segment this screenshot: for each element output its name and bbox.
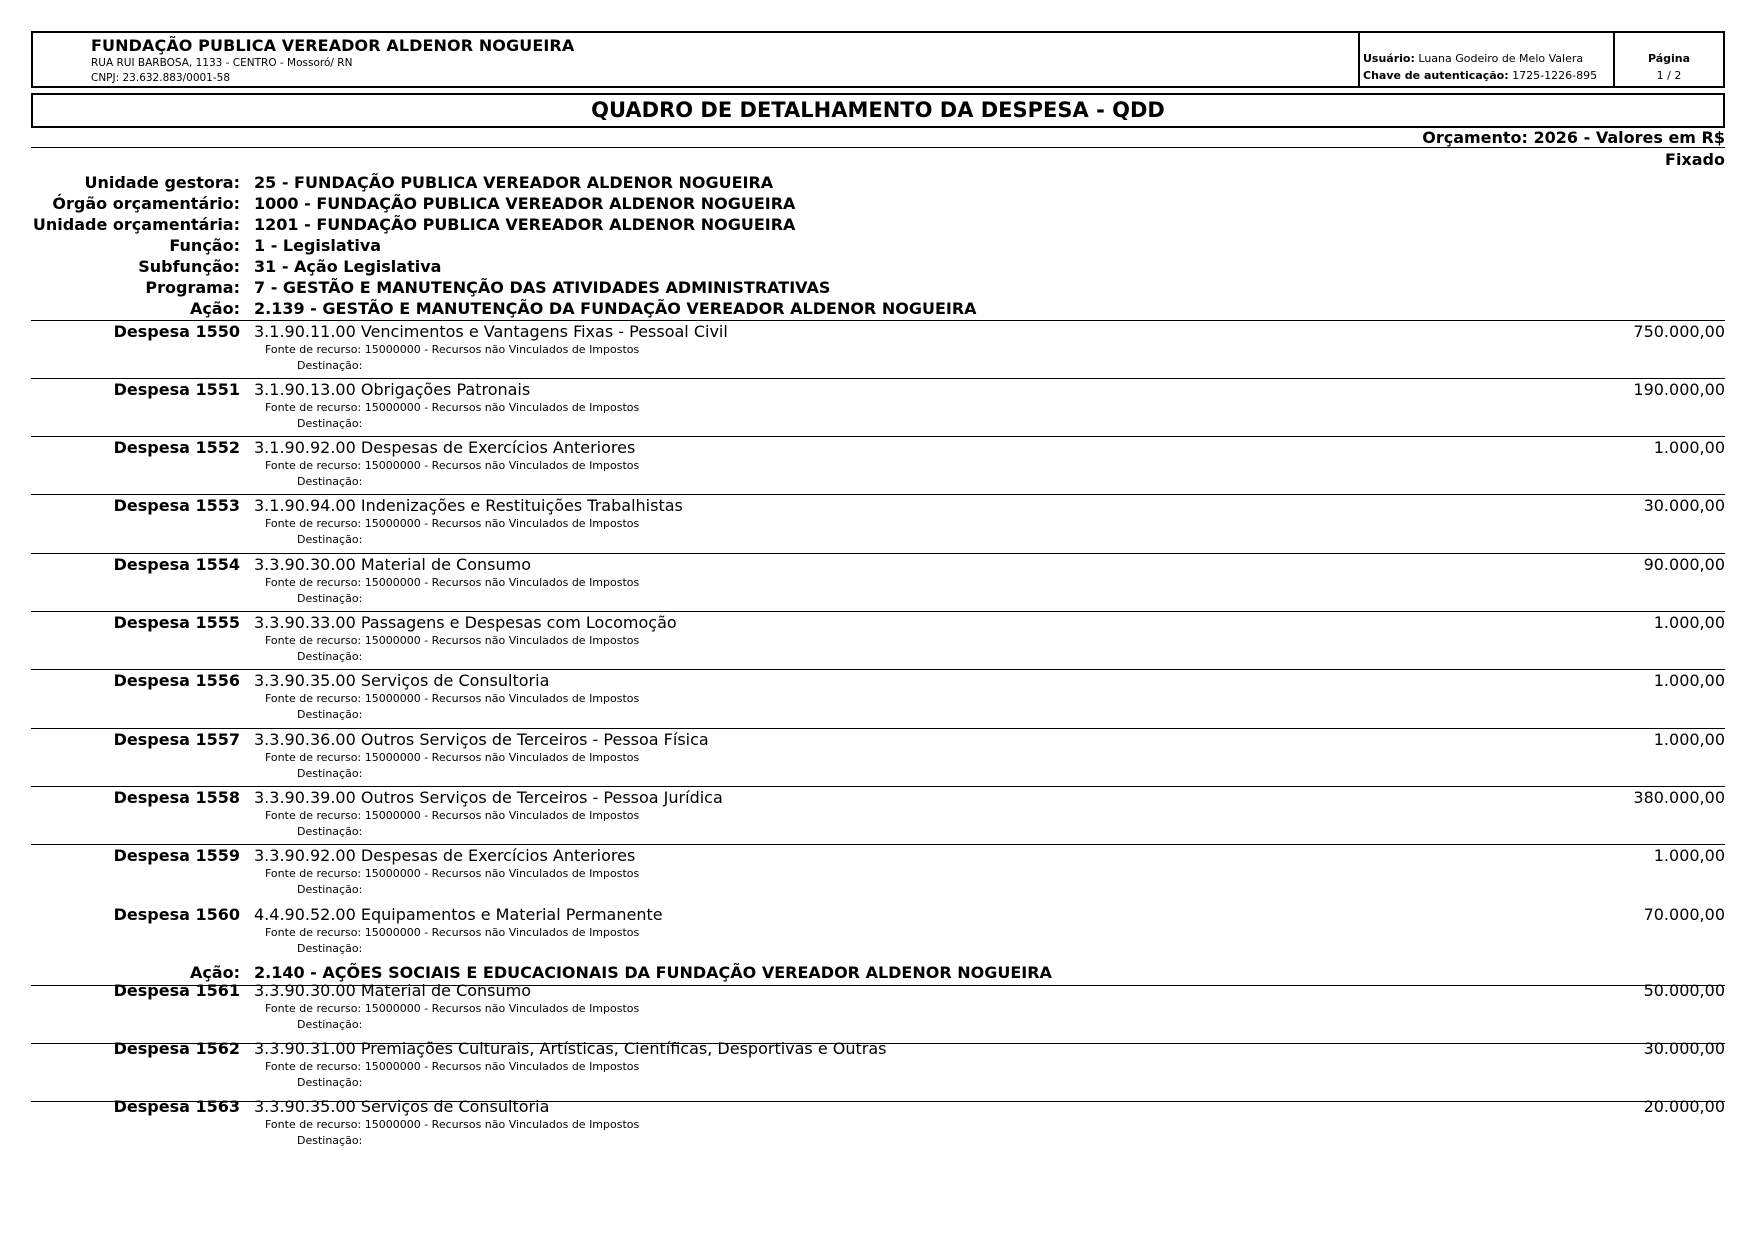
expense-label: Despesa 1559 (113, 846, 240, 865)
page-number: 1 / 2 (1656, 69, 1682, 82)
organization-name: FUNDAÇÃO PUBLICA VEREADOR ALDENOR NOGUEIRA (91, 36, 575, 55)
row-divider (31, 669, 1725, 670)
meta-row-orgao-orcamentario (31, 193, 1725, 214)
expense-description: 3.3.90.33.00 Passagens e Despesas com Locomoção (254, 613, 677, 632)
organization-address: RUA RUI BARBOSA, 1133 - CENTRO - Mossoró/ RN (91, 57, 353, 69)
meta-label: Subfunção: (138, 257, 240, 276)
row-divider (31, 611, 1725, 612)
meta-row-acao (31, 298, 1725, 319)
row-divider (31, 728, 1725, 729)
meta-row-programa (31, 277, 1725, 298)
expense-row (31, 380, 1725, 436)
expense-description: 3.3.90.30.00 Material de Consumo (254, 981, 531, 1000)
organization-block (91, 36, 574, 86)
meta-value: 1 - Legislativa (254, 236, 382, 255)
expense-label: Despesa 1563 (113, 1097, 240, 1116)
expense-value: 1.000,00 (1653, 730, 1725, 749)
meta-value: 31 - Ação Legislativa (254, 257, 442, 276)
column-header-fixado: Fixado (1665, 150, 1725, 169)
expense-row (31, 613, 1725, 669)
expense-funding-source: Fonte de recurso: 15000000 - Recursos não Vinculados de Impostos (265, 343, 640, 356)
expense-funding-source: Fonte de recurso: 15000000 - Recursos não Vinculados de Impostos (265, 926, 640, 939)
expense-row (31, 1097, 1725, 1153)
expense-description: 3.3.90.36.00 Outros Serviços de Terceiros - Pessoa Física (254, 730, 709, 749)
row-divider (31, 378, 1725, 379)
expense-label: Despesa 1560 (113, 905, 240, 924)
expense-row (31, 846, 1725, 902)
expense-row (31, 730, 1725, 786)
expense-description: 3.1.90.94.00 Indenizações e Restituições Trabalhistas (254, 496, 683, 515)
expense-label: Despesa 1557 (113, 730, 240, 749)
meta-label: Órgão orçamentário: (52, 194, 240, 213)
expense-funding-source: Fonte de recurso: 15000000 - Recursos não Vinculados de Impostos (265, 1002, 640, 1015)
row-divider (31, 844, 1725, 845)
expense-destination: Destinação: (297, 475, 363, 488)
expense-funding-source: Fonte de recurso: 15000000 - Recursos não Vinculados de Impostos (265, 459, 640, 472)
expense-destination: Destinação: (297, 1134, 363, 1147)
expense-label: Despesa 1550 (113, 322, 240, 341)
expense-row (31, 905, 1725, 961)
action-value: 2.140 - AÇÕES SOCIAIS E EDUCACIONAIS DA FUNDAÇÃO VEREADOR ALDENOR NOGUEIRA (254, 963, 1052, 982)
expense-value: 380.000,00 (1633, 788, 1725, 807)
expense-funding-source: Fonte de recurso: 15000000 - Recursos não Vinculados de Impostos (265, 1060, 640, 1073)
meta-value: 2.139 - GESTÃO E MANUTENÇÃO DA FUNDAÇÃO VEREADOR ALDENOR NOGUEIRA (254, 299, 977, 318)
expense-description: 3.1.90.92.00 Despesas de Exercícios Anteriores (254, 438, 636, 457)
expense-row (31, 322, 1725, 378)
meta-label: Unidade gestora: (84, 173, 240, 192)
meta-label: Ação: (189, 299, 240, 318)
expense-destination: Destinação: (297, 1076, 363, 1089)
expense-label: Despesa 1555 (113, 613, 240, 632)
expense-value: 30.000,00 (1643, 496, 1725, 515)
meta-value: 25 - FUNDAÇÃO PUBLICA VEREADOR ALDENOR NOGUEIRA (254, 173, 774, 192)
expense-row (31, 438, 1725, 494)
meta-label: Unidade orçamentária: (32, 215, 240, 234)
expense-value: 70.000,00 (1643, 905, 1725, 924)
user-label: Usuário: (1363, 52, 1415, 65)
expense-destination: Destinação: (297, 767, 363, 780)
expense-destination: Destinação: (297, 650, 363, 663)
expense-value: 1.000,00 (1653, 613, 1725, 632)
expense-funding-source: Fonte de recurso: 15000000 - Recursos não Vinculados de Impostos (265, 751, 640, 764)
expense-destination: Destinação: (297, 592, 363, 605)
expense-row (31, 555, 1725, 611)
row-divider (31, 553, 1725, 554)
expense-description: 3.1.90.13.00 Obrigações Patronais (254, 380, 531, 399)
expense-label: Despesa 1562 (113, 1039, 240, 1058)
expense-funding-source: Fonte de recurso: 15000000 - Recursos não Vinculados de Impostos (265, 1118, 640, 1131)
expense-funding-source: Fonte de recurso: 15000000 - Recursos não Vinculados de Impostos (265, 867, 640, 880)
expense-destination: Destinação: (297, 825, 363, 838)
expense-value: 1.000,00 (1653, 671, 1725, 690)
expense-value: 190.000,00 (1633, 380, 1725, 399)
expense-description: 3.1.90.11.00 Vencimentos e Vantagens Fixas - Pessoal Civil (254, 322, 728, 341)
expense-description: 3.3.90.35.00 Serviços de Consultoria (254, 1097, 550, 1116)
meta-row-subfuncao (31, 256, 1725, 277)
page-info-box (1615, 33, 1723, 86)
meta-label: Programa: (145, 278, 240, 297)
divider (31, 147, 1725, 148)
report-title: QUADRO DE DETALHAMENTO DA DESPESA - QDD (31, 93, 1725, 128)
expense-value: 750.000,00 (1633, 322, 1725, 341)
expense-label: Despesa 1561 (113, 981, 240, 1000)
expense-value: 1.000,00 (1653, 846, 1725, 865)
meta-value: 1201 - FUNDAÇÃO PUBLICA VEREADOR ALDENOR NOGUEIRA (254, 215, 796, 234)
expense-label: Despesa 1553 (113, 496, 240, 515)
expense-label: Despesa 1556 (113, 671, 240, 690)
expense-destination: Destinação: (297, 359, 363, 372)
user-value: Luana Godeiro de Melo Valera (1418, 52, 1584, 65)
expense-row (31, 981, 1725, 1037)
row-divider (31, 786, 1725, 787)
expense-value: 20.000,00 (1643, 1097, 1725, 1116)
organization-cnpj: CNPJ: 23.632.883/0001-58 (91, 72, 231, 84)
expense-value: 30.000,00 (1643, 1039, 1725, 1058)
meta-value: 7 - GESTÃO E MANUTENÇÃO DAS ATIVIDADES ADMINISTRATIVAS (254, 278, 831, 297)
expense-row (31, 788, 1725, 844)
expense-description: 4.4.90.52.00 Equipamentos e Material Permanente (254, 905, 663, 924)
expense-description: 3.3.90.39.00 Outros Serviços de Terceiros - Pessoa Jurídica (254, 788, 723, 807)
expense-value: 1.000,00 (1653, 438, 1725, 457)
expense-value: 90.000,00 (1643, 555, 1725, 574)
expense-funding-source: Fonte de recurso: 15000000 - Recursos não Vinculados de Impostos (265, 517, 640, 530)
meta-label: Função: (169, 236, 240, 255)
meta-row-unidade-orcamentaria (31, 214, 1725, 235)
page-label: Página (1647, 52, 1691, 65)
expense-destination: Destinação: (297, 942, 363, 955)
expense-row (31, 1039, 1725, 1095)
expense-label: Despesa 1554 (113, 555, 240, 574)
action-label: Ação: (189, 963, 240, 982)
row-divider (31, 320, 1725, 321)
expense-funding-source: Fonte de recurso: 15000000 - Recursos não Vinculados de Impostos (265, 634, 640, 647)
budget-label: Orçamento: 2026 - Valores em R$ (1422, 128, 1725, 147)
row-divider (31, 436, 1725, 437)
expense-label: Despesa 1551 (113, 380, 240, 399)
expense-funding-source: Fonte de recurso: 15000000 - Recursos não Vinculados de Impostos (265, 809, 640, 822)
expense-funding-source: Fonte de recurso: 15000000 - Recursos não Vinculados de Impostos (265, 576, 640, 589)
user-info-box (1358, 33, 1615, 86)
expense-funding-source: Fonte de recurso: 15000000 - Recursos não Vinculados de Impostos (265, 401, 640, 414)
report-header (31, 31, 1725, 88)
expense-label: Despesa 1552 (113, 438, 240, 457)
expense-funding-source: Fonte de recurso: 15000000 - Recursos não Vinculados de Impostos (265, 692, 640, 705)
auth-key-label: Chave de autenticação: (1363, 69, 1509, 82)
expense-destination: Destinação: (297, 1018, 363, 1031)
expense-label: Despesa 1558 (113, 788, 240, 807)
meta-row-funcao (31, 235, 1725, 256)
expense-row (31, 671, 1725, 727)
expense-destination: Destinação: (297, 883, 363, 896)
expense-row (31, 496, 1725, 552)
expense-value: 50.000,00 (1643, 981, 1725, 1000)
expense-description: 3.3.90.92.00 Despesas de Exercícios Anteriores (254, 846, 636, 865)
meta-value: 1000 - FUNDAÇÃO PUBLICA VEREADOR ALDENOR NOGUEIRA (254, 194, 796, 213)
action-row (31, 962, 1725, 983)
auth-key-value: 1725-1226-895 (1512, 69, 1598, 82)
expense-destination: Destinação: (297, 417, 363, 430)
meta-row-unidade-gestora (31, 172, 1725, 193)
expense-destination: Destinação: (297, 533, 363, 546)
expense-description: 3.3.90.31.00 Premiações Culturais, Artísticas, Científicas, Desportivas e Outras (254, 1039, 887, 1058)
expense-description: 3.3.90.30.00 Material de Consumo (254, 555, 531, 574)
row-divider (31, 494, 1725, 495)
expense-destination: Destinação: (297, 708, 363, 721)
expense-description: 3.3.90.35.00 Serviços de Consultoria (254, 671, 550, 690)
